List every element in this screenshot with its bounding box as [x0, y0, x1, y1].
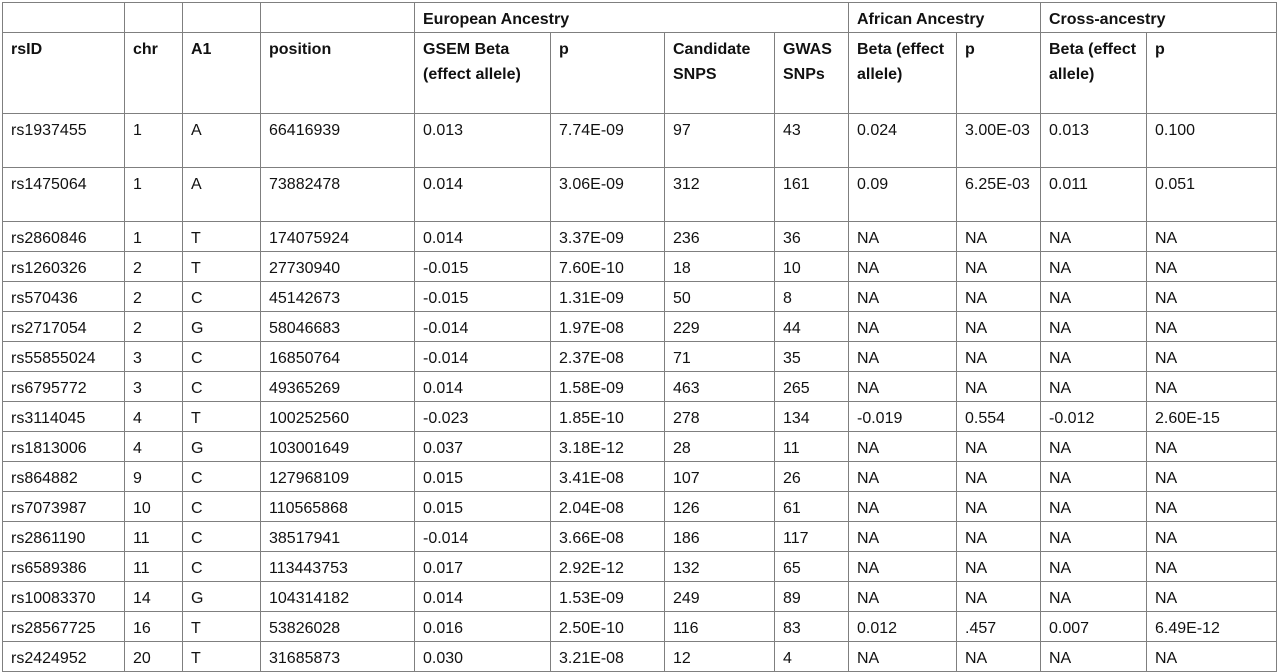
eur-p-cell: 3.18E-12: [551, 432, 665, 462]
group-header-empty: [183, 3, 261, 33]
eur-p-cell: 3.21E-08: [551, 642, 665, 672]
eur-beta-cell: -0.015: [415, 282, 551, 312]
rsid-cell: rs10083370: [3, 582, 125, 612]
position-cell: 38517941: [261, 522, 415, 552]
position-cell: 73882478: [261, 168, 415, 222]
position-cell: 174075924: [261, 222, 415, 252]
afr-p-cell: NA: [957, 342, 1041, 372]
chr-cell: 2: [125, 282, 183, 312]
eur-p-cell: 2.04E-08: [551, 492, 665, 522]
table-row: [3, 522, 1277, 552]
eur-beta-cell: -0.014: [415, 312, 551, 342]
position-cell: 45142673: [261, 282, 415, 312]
candidate-snps-cell: 132: [665, 552, 775, 582]
cross-p-cell: NA: [1147, 372, 1277, 402]
eur-beta-cell: 0.013: [415, 114, 551, 168]
eur-p-cell: 3.66E-08: [551, 522, 665, 552]
a1-cell: C: [183, 372, 261, 402]
cross-p-cell: NA: [1147, 342, 1277, 372]
afr-p-cell: 3.00E-03: [957, 114, 1041, 168]
rsid-cell: rs570436: [3, 282, 125, 312]
gwas-snps-cell: 8: [775, 282, 849, 312]
a1-cell: T: [183, 222, 261, 252]
position-cell: 103001649: [261, 432, 415, 462]
gwas-snps-cell: 44: [775, 312, 849, 342]
a1-cell: G: [183, 432, 261, 462]
column-header-gwas-snps: GWAS SNPs: [775, 33, 849, 114]
cross-p-cell: NA: [1147, 312, 1277, 342]
chr-cell: 3: [125, 342, 183, 372]
cross-p-cell: NA: [1147, 462, 1277, 492]
cross-p-cell: 0.100: [1147, 114, 1277, 168]
column-header-row: [3, 33, 1277, 114]
rsid-cell: rs864882: [3, 462, 125, 492]
snp-results-table: [2, 2, 1277, 672]
table-row: [3, 312, 1277, 342]
eur-beta-cell: 0.014: [415, 582, 551, 612]
eur-beta-cell: 0.014: [415, 222, 551, 252]
candidate-snps-cell: 126: [665, 492, 775, 522]
eur-p-cell: 1.31E-09: [551, 282, 665, 312]
table-row: [3, 582, 1277, 612]
afr-beta-cell: NA: [849, 582, 957, 612]
gwas-snps-cell: 117: [775, 522, 849, 552]
group-header-african: African Ancestry: [849, 3, 1041, 33]
afr-beta-cell: 0.012: [849, 612, 957, 642]
afr-beta-cell: NA: [849, 552, 957, 582]
afr-beta-cell: -0.019: [849, 402, 957, 432]
table-row: [3, 432, 1277, 462]
eur-beta-cell: -0.023: [415, 402, 551, 432]
gwas-snps-cell: 265: [775, 372, 849, 402]
position-cell: 127968109: [261, 462, 415, 492]
a1-cell: C: [183, 492, 261, 522]
afr-p-cell: NA: [957, 252, 1041, 282]
column-header-afr-p: p: [957, 33, 1041, 114]
cross-beta-cell: NA: [1041, 342, 1147, 372]
rsid-cell: rs3114045: [3, 402, 125, 432]
a1-cell: G: [183, 582, 261, 612]
cross-beta-cell: -0.012: [1041, 402, 1147, 432]
cross-beta-cell: NA: [1041, 522, 1147, 552]
candidate-snps-cell: 186: [665, 522, 775, 552]
cross-beta-cell: NA: [1041, 552, 1147, 582]
chr-cell: 4: [125, 432, 183, 462]
chr-cell: 16: [125, 612, 183, 642]
afr-p-cell: NA: [957, 372, 1041, 402]
rsid-cell: rs1813006: [3, 432, 125, 462]
afr-beta-cell: NA: [849, 462, 957, 492]
rsid-cell: rs1937455: [3, 114, 125, 168]
eur-beta-cell: -0.015: [415, 252, 551, 282]
afr-beta-cell: NA: [849, 222, 957, 252]
candidate-snps-cell: 97: [665, 114, 775, 168]
group-header-row: [3, 3, 1277, 33]
chr-cell: 2: [125, 312, 183, 342]
eur-p-cell: 1.85E-10: [551, 402, 665, 432]
eur-p-cell: 7.74E-09: [551, 114, 665, 168]
gwas-snps-cell: 61: [775, 492, 849, 522]
eur-p-cell: 3.41E-08: [551, 462, 665, 492]
group-header-cross: Cross-ancestry: [1041, 3, 1277, 33]
gwas-snps-cell: 4: [775, 642, 849, 672]
afr-beta-cell: 0.024: [849, 114, 957, 168]
candidate-snps-cell: 249: [665, 582, 775, 612]
cross-p-cell: NA: [1147, 432, 1277, 462]
eur-beta-cell: 0.030: [415, 642, 551, 672]
cross-beta-cell: NA: [1041, 432, 1147, 462]
column-header-eur-beta: GSEM Beta (effect allele): [415, 33, 551, 114]
eur-beta-cell: 0.037: [415, 432, 551, 462]
afr-p-cell: NA: [957, 582, 1041, 612]
afr-beta-cell: NA: [849, 372, 957, 402]
chr-cell: 9: [125, 462, 183, 492]
table-row: [3, 612, 1277, 642]
position-cell: 58046683: [261, 312, 415, 342]
rsid-cell: rs2424952: [3, 642, 125, 672]
eur-p-cell: 1.97E-08: [551, 312, 665, 342]
position-cell: 110565868: [261, 492, 415, 522]
a1-cell: C: [183, 522, 261, 552]
position-cell: 27730940: [261, 252, 415, 282]
cross-p-cell: NA: [1147, 522, 1277, 552]
chr-cell: 1: [125, 222, 183, 252]
group-header-empty: [261, 3, 415, 33]
column-header-chr: chr: [125, 33, 183, 114]
cross-beta-cell: NA: [1041, 492, 1147, 522]
cross-beta-cell: NA: [1041, 312, 1147, 342]
afr-p-cell: 0.554: [957, 402, 1041, 432]
cross-beta-cell: NA: [1041, 222, 1147, 252]
a1-cell: A: [183, 114, 261, 168]
cross-beta-cell: NA: [1041, 462, 1147, 492]
eur-p-cell: 2.92E-12: [551, 552, 665, 582]
chr-cell: 14: [125, 582, 183, 612]
cross-beta-cell: NA: [1041, 372, 1147, 402]
afr-beta-cell: NA: [849, 312, 957, 342]
column-header-cross-beta: Beta (effect allele): [1041, 33, 1147, 114]
candidate-snps-cell: 463: [665, 372, 775, 402]
a1-cell: T: [183, 402, 261, 432]
eur-p-cell: 3.06E-09: [551, 168, 665, 222]
cross-p-cell: NA: [1147, 642, 1277, 672]
gwas-snps-cell: 89: [775, 582, 849, 612]
afr-p-cell: 6.25E-03: [957, 168, 1041, 222]
candidate-snps-cell: 229: [665, 312, 775, 342]
cross-beta-cell: NA: [1041, 642, 1147, 672]
column-header-afr-beta: Beta (effect allele): [849, 33, 957, 114]
candidate-snps-cell: 116: [665, 612, 775, 642]
gwas-snps-cell: 43: [775, 114, 849, 168]
afr-p-cell: NA: [957, 282, 1041, 312]
afr-beta-cell: NA: [849, 522, 957, 552]
table-row: [3, 402, 1277, 432]
table-row: [3, 168, 1277, 222]
afr-beta-cell: NA: [849, 342, 957, 372]
cross-p-cell: NA: [1147, 492, 1277, 522]
gwas-snps-cell: 65: [775, 552, 849, 582]
cross-beta-cell: NA: [1041, 582, 1147, 612]
gwas-snps-cell: 35: [775, 342, 849, 372]
cross-beta-cell: 0.007: [1041, 612, 1147, 642]
position-cell: 53826028: [261, 612, 415, 642]
candidate-snps-cell: 278: [665, 402, 775, 432]
eur-p-cell: 2.37E-08: [551, 342, 665, 372]
cross-p-cell: NA: [1147, 282, 1277, 312]
a1-cell: C: [183, 462, 261, 492]
gwas-snps-cell: 161: [775, 168, 849, 222]
a1-cell: A: [183, 168, 261, 222]
eur-beta-cell: -0.014: [415, 342, 551, 372]
candidate-snps-cell: 12: [665, 642, 775, 672]
afr-p-cell: NA: [957, 312, 1041, 342]
a1-cell: T: [183, 642, 261, 672]
eur-beta-cell: 0.014: [415, 168, 551, 222]
position-cell: 66416939: [261, 114, 415, 168]
a1-cell: T: [183, 612, 261, 642]
chr-cell: 1: [125, 114, 183, 168]
gwas-snps-cell: 10: [775, 252, 849, 282]
cross-p-cell: 0.051: [1147, 168, 1277, 222]
candidate-snps-cell: 71: [665, 342, 775, 372]
afr-p-cell: NA: [957, 642, 1041, 672]
rsid-cell: rs2717054: [3, 312, 125, 342]
chr-cell: 2: [125, 252, 183, 282]
cross-p-cell: NA: [1147, 222, 1277, 252]
a1-cell: C: [183, 282, 261, 312]
position-cell: 104314182: [261, 582, 415, 612]
gwas-snps-cell: 83: [775, 612, 849, 642]
position-cell: 113443753: [261, 552, 415, 582]
rsid-cell: rs1260326: [3, 252, 125, 282]
afr-p-cell: NA: [957, 462, 1041, 492]
cross-beta-cell: 0.011: [1041, 168, 1147, 222]
table-row: [3, 552, 1277, 582]
position-cell: 31685873: [261, 642, 415, 672]
table-row: [3, 492, 1277, 522]
table-row: [3, 342, 1277, 372]
afr-p-cell: NA: [957, 492, 1041, 522]
rsid-cell: rs7073987: [3, 492, 125, 522]
group-header-european: European Ancestry: [415, 3, 849, 33]
cross-p-cell: NA: [1147, 582, 1277, 612]
cross-p-cell: 2.60E-15: [1147, 402, 1277, 432]
group-header-empty: [3, 3, 125, 33]
rsid-cell: rs55855024: [3, 342, 125, 372]
chr-cell: 11: [125, 552, 183, 582]
cross-beta-cell: NA: [1041, 252, 1147, 282]
afr-beta-cell: NA: [849, 252, 957, 282]
eur-p-cell: 7.60E-10: [551, 252, 665, 282]
a1-cell: T: [183, 252, 261, 282]
table-row: [3, 462, 1277, 492]
rsid-cell: rs28567725: [3, 612, 125, 642]
rsid-cell: rs2860846: [3, 222, 125, 252]
chr-cell: 11: [125, 522, 183, 552]
rsid-cell: rs1475064: [3, 168, 125, 222]
candidate-snps-cell: 28: [665, 432, 775, 462]
eur-beta-cell: -0.014: [415, 522, 551, 552]
chr-cell: 20: [125, 642, 183, 672]
group-header-empty: [125, 3, 183, 33]
gwas-snps-cell: 36: [775, 222, 849, 252]
afr-beta-cell: NA: [849, 492, 957, 522]
cross-p-cell: NA: [1147, 252, 1277, 282]
a1-cell: C: [183, 552, 261, 582]
a1-cell: G: [183, 312, 261, 342]
afr-p-cell: NA: [957, 432, 1041, 462]
column-header-eur-p: p: [551, 33, 665, 114]
candidate-snps-cell: 18: [665, 252, 775, 282]
table-row: [3, 222, 1277, 252]
afr-beta-cell: NA: [849, 282, 957, 312]
snp-results-table-container: [2, 2, 1277, 672]
chr-cell: 3: [125, 372, 183, 402]
afr-beta-cell: 0.09: [849, 168, 957, 222]
position-cell: 100252560: [261, 402, 415, 432]
eur-beta-cell: 0.017: [415, 552, 551, 582]
eur-p-cell: 3.37E-09: [551, 222, 665, 252]
position-cell: 16850764: [261, 342, 415, 372]
cross-p-cell: NA: [1147, 552, 1277, 582]
chr-cell: 10: [125, 492, 183, 522]
afr-p-cell: NA: [957, 552, 1041, 582]
rsid-cell: rs6589386: [3, 552, 125, 582]
column-header-rsid: rsID: [3, 33, 125, 114]
gwas-snps-cell: 26: [775, 462, 849, 492]
a1-cell: C: [183, 342, 261, 372]
column-header-candidate-snps: Candidate SNPS: [665, 33, 775, 114]
eur-beta-cell: 0.015: [415, 492, 551, 522]
afr-p-cell: NA: [957, 522, 1041, 552]
table-row: [3, 372, 1277, 402]
column-header-position: position: [261, 33, 415, 114]
eur-beta-cell: 0.014: [415, 372, 551, 402]
table-row: [3, 114, 1277, 168]
afr-p-cell: .457: [957, 612, 1041, 642]
table-row: [3, 642, 1277, 672]
table-row: [3, 282, 1277, 312]
cross-p-cell: 6.49E-12: [1147, 612, 1277, 642]
table-body: [3, 114, 1277, 672]
chr-cell: 4: [125, 402, 183, 432]
cross-beta-cell: NA: [1041, 282, 1147, 312]
afr-beta-cell: NA: [849, 432, 957, 462]
column-header-a1: A1: [183, 33, 261, 114]
gwas-snps-cell: 134: [775, 402, 849, 432]
cross-beta-cell: 0.013: [1041, 114, 1147, 168]
candidate-snps-cell: 236: [665, 222, 775, 252]
eur-beta-cell: 0.015: [415, 462, 551, 492]
eur-p-cell: 1.53E-09: [551, 582, 665, 612]
afr-beta-cell: NA: [849, 642, 957, 672]
rsid-cell: rs6795772: [3, 372, 125, 402]
eur-p-cell: 1.58E-09: [551, 372, 665, 402]
eur-beta-cell: 0.016: [415, 612, 551, 642]
eur-p-cell: 2.50E-10: [551, 612, 665, 642]
candidate-snps-cell: 312: [665, 168, 775, 222]
rsid-cell: rs2861190: [3, 522, 125, 552]
column-header-cross-p: p: [1147, 33, 1277, 114]
candidate-snps-cell: 50: [665, 282, 775, 312]
gwas-snps-cell: 11: [775, 432, 849, 462]
position-cell: 49365269: [261, 372, 415, 402]
candidate-snps-cell: 107: [665, 462, 775, 492]
chr-cell: 1: [125, 168, 183, 222]
table-row: [3, 252, 1277, 282]
afr-p-cell: NA: [957, 222, 1041, 252]
